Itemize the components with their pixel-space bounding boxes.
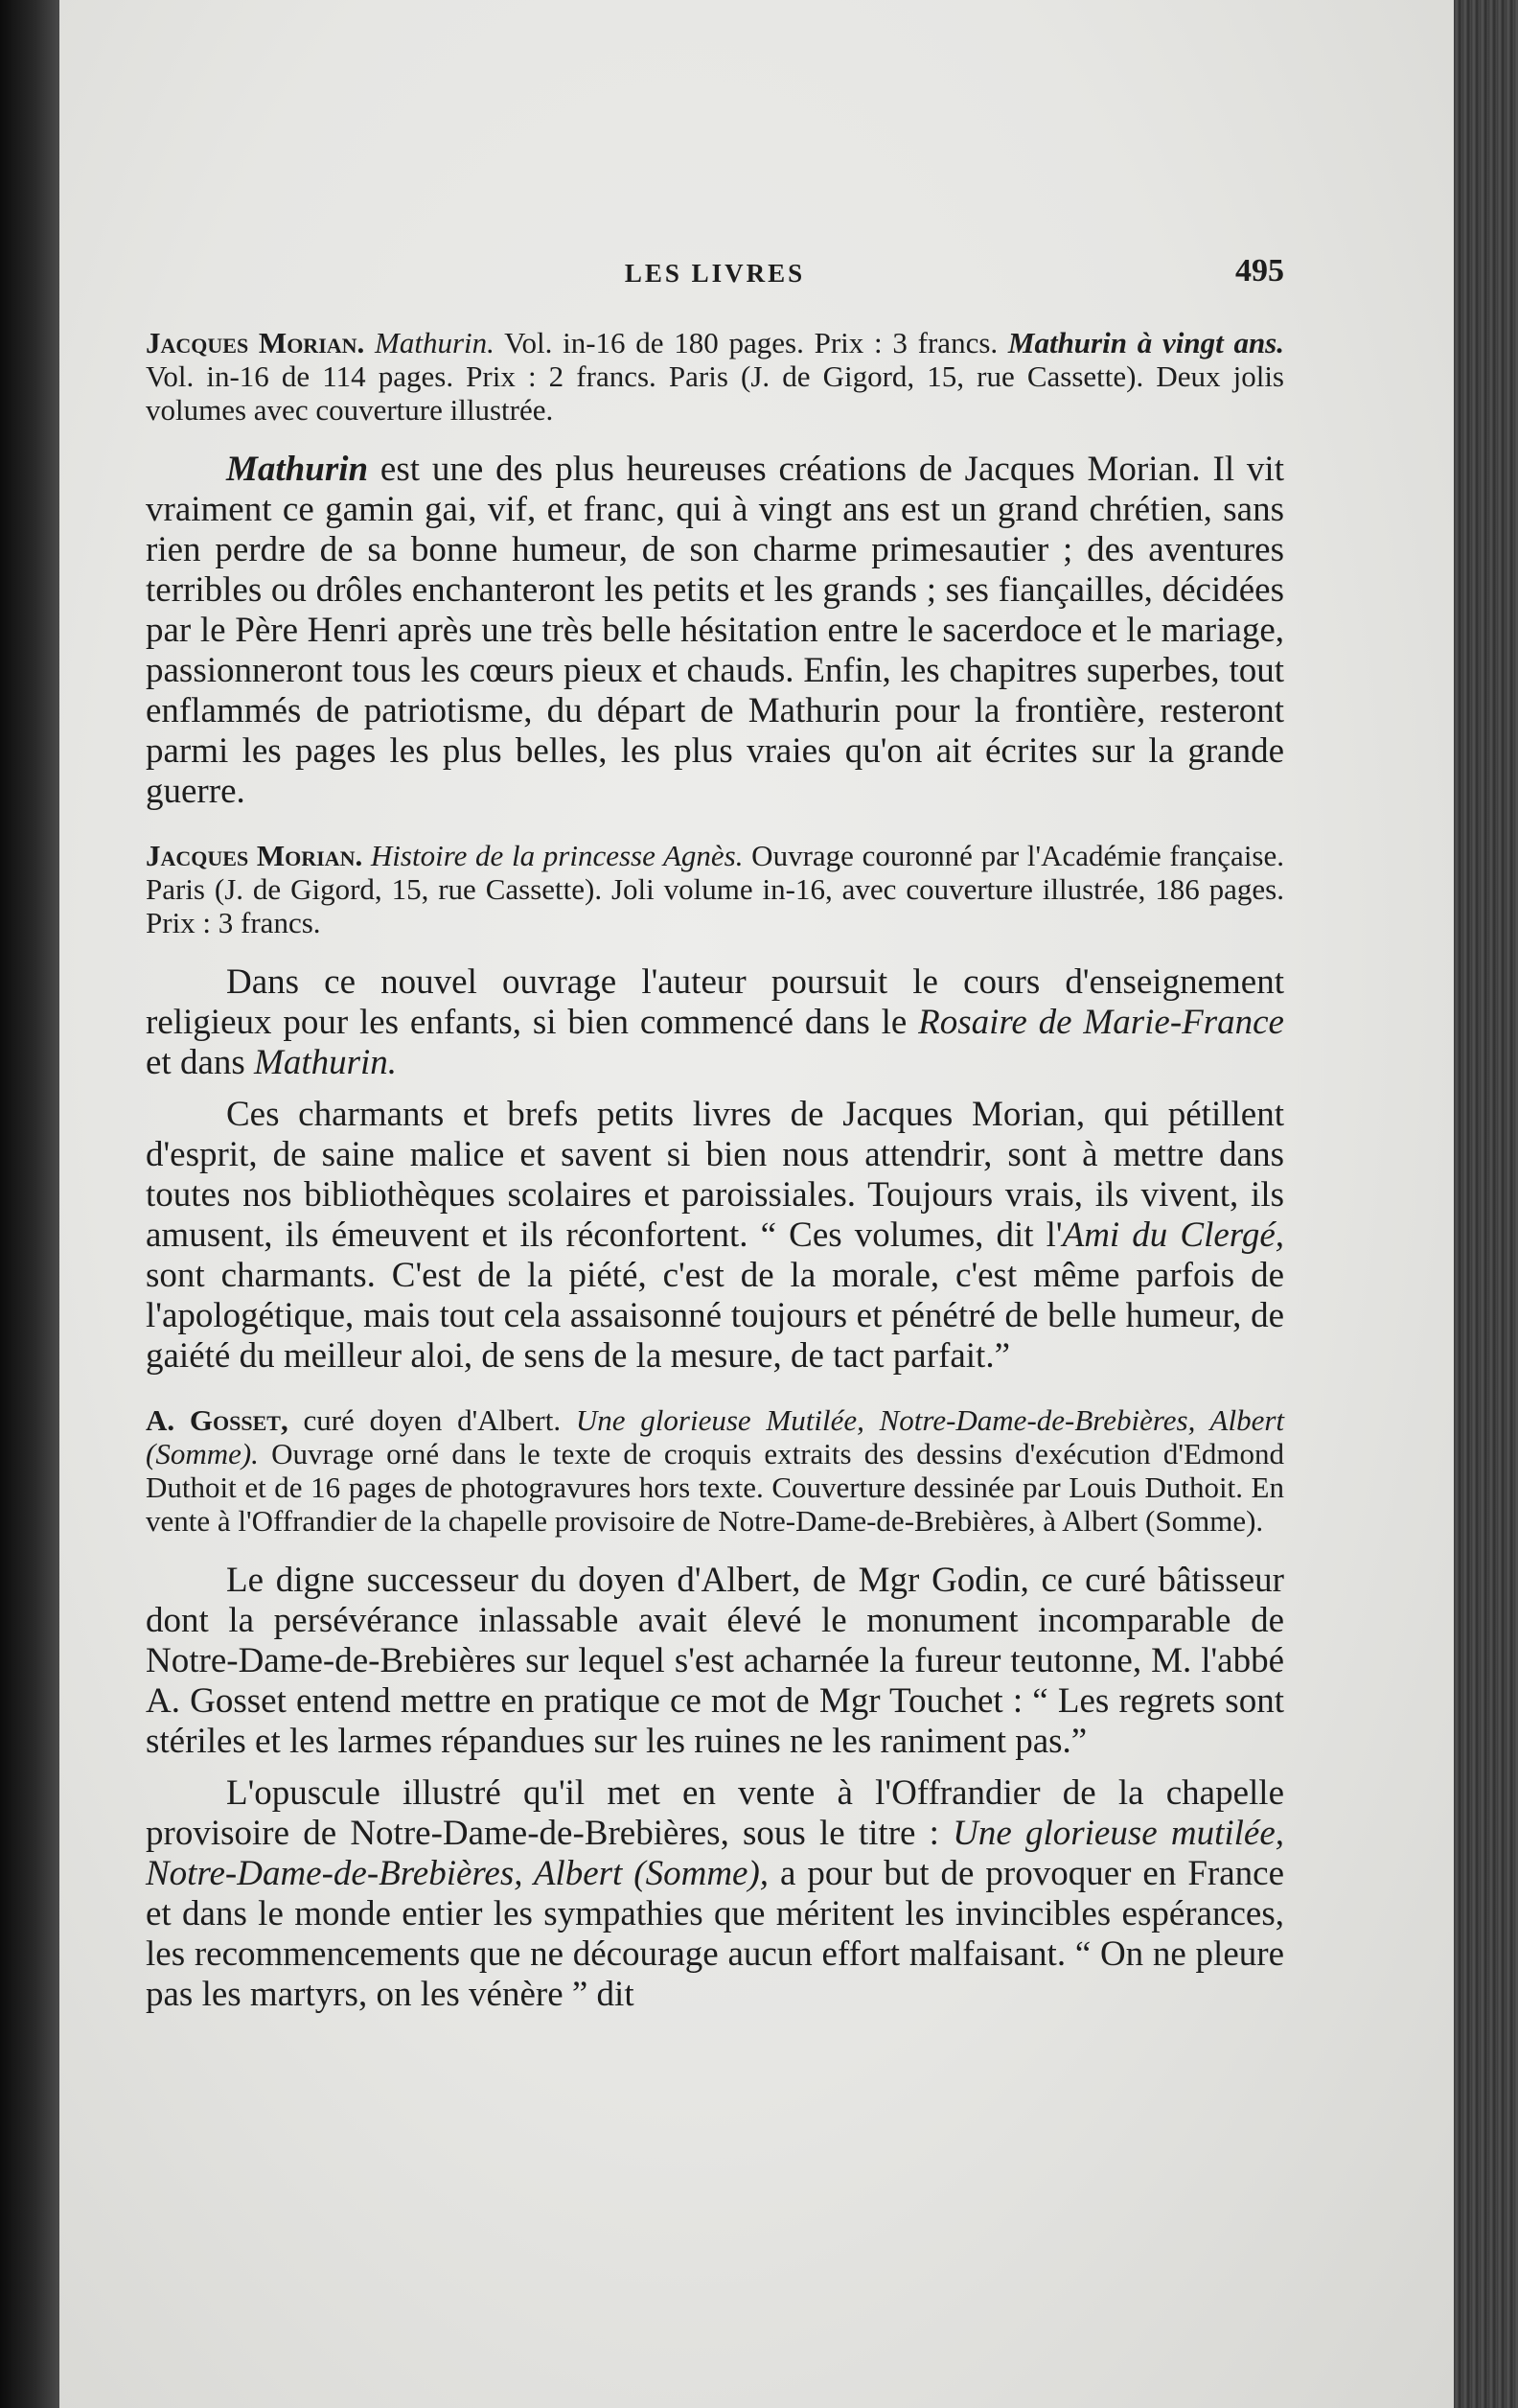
review-text: Dans ce nouvel ouvrage l'auteur poursuit le cours d'enseignement religieux pour les enfants, si bien commencé dans le xyxy=(146,962,1284,1042)
review-gosset-paragraph-2 xyxy=(146,1773,1284,2015)
scan-left-edge xyxy=(0,0,59,2408)
review-gosset-paragraph-1: Le digne successeur du doyen d'Albert, de Mgr Godin, ce curé bâtisseur dont la persévérance inlassable avait élevé le monument incomparable de Notre-Dame-de-Brebières sur lequel s'est acharnée la fureur teutonne, M. l'abbé A. Gosset entend mettre en pratique ce mot de Mgr Touchet : “ Les regrets sont stériles et les larmes répandues sur les ruines ne les raniment pas.” xyxy=(146,1561,1284,1761)
review-title: Mathurin xyxy=(226,450,369,489)
cited-source: Ami du Clergé, xyxy=(1062,1216,1284,1255)
notice-title: Une glorieuse Mutilée, Notre-Dame-de-Brebières, Albert (Somme). xyxy=(146,1403,1284,1470)
review-text: sont charmants. C'est de la piété, c'est de la morale, c'est même parfois de l'apologétique, mais tout cela assaisonné toujours et pénétré de belle humeur, de gaiété du meilleur aloi, de sens de la mesure, de tact parfait.” xyxy=(146,1256,1284,1376)
review-text: et dans xyxy=(146,1043,255,1082)
running-title: LES LIVRES xyxy=(624,259,806,288)
notice-title: Mathurin. xyxy=(375,326,494,359)
notice-author: A. Gosset, xyxy=(146,1403,288,1437)
review-agnes-paragraph-1 xyxy=(146,962,1284,1083)
review-mathurin xyxy=(146,450,1284,812)
review-text: L'opuscule illustré qu'il met en vente à l'Offrandier de la chapelle provisoire de Notre-Dame-de-Brebières, sous le titre : xyxy=(146,1773,1284,1853)
book-notice-mathurin xyxy=(146,326,1284,427)
cited-title: Une glorieuse mutilée, Notre-Dame-de-Brebières, Albert (Somme), xyxy=(146,1814,1284,1893)
running-head xyxy=(146,253,1284,297)
notice-author: Jacques Morian. xyxy=(146,839,363,872)
notice-title-2: Mathurin à vingt ans. xyxy=(1007,326,1284,359)
page-content xyxy=(146,253,1285,2026)
book-notice-gosset xyxy=(146,1403,1284,1538)
cited-title: Mathurin. xyxy=(254,1043,398,1082)
notice-text: Vol. in-16 de 180 pages. Prix : 3 francs. xyxy=(494,326,1008,359)
notice-text-2: Ouvrage orné dans le texte de croquis extraits des dessins d'exécution d'Edmond Duthoit et de 16 pages de photogravures hors texte. Couverture dessinée par Louis Duthoit. En vente à l'Offrandier de la chapelle provisoire de Notre-Dame-de-Brebières, à Albert (Somme). xyxy=(146,1437,1284,1538)
scan-right-edge xyxy=(1454,0,1518,2408)
review-text: est une des plus heureuses créations de Jacques Morian. Il vit vraiment ce gamin gai, vif, et franc, qui à vingt ans est un grand chrétien, sans rien perdre de sa bonne humeur, de son charme primesautier ; des aventures terribles ou drôles enchanteront les petits et les grands ; ses fiançailles, décidées par le Père Henri après une très belle hésitation entre le sacerdoce et le mariage, passionneront tous les cœurs pieux et chauds. Enfin, les chapitres superbes, tout enflammés de patriotisme, du départ de Mathurin pour la frontière, resteront parmi les pages les plus belles, les plus vraies qu'on ait écrites sur la grande guerre. xyxy=(146,450,1284,811)
notice-text: Ouvrage couronné par l'Académie française. Paris (J. de Gigord, 15, rue Cassette). Joli volume in-16, avec couverture illustrée, 186 pages. Prix : 3 francs. xyxy=(146,839,1285,939)
notice-text-2: Vol. in-16 de 114 pages. Prix : 2 francs. Paris (J. de Gigord, 15, rue Cassette). Deux jolis volumes avec couverture illustrée. xyxy=(146,359,1284,427)
review-text: a pour but de provoquer en France et dans le monde entier les sympathies que méritent les invincibles espérances, les recommencements que ne décourage aucun effort malfaisant. “ On ne pleure pas les martyrs, on les vénère ” dit xyxy=(146,1854,1285,2014)
review-text: Ces charmants et brefs petits livres de Jacques Morian, qui pétillent d'esprit, de saine malice et savent si bien nous attendrir, sont à mettre dans toutes nos bibliothèques scolaires et paroissiales. Toujours vrais, ils vivent, ils amusent, ils émeuvent et ils réconfortent. “ Ces volumes, dit l' xyxy=(146,1095,1284,1255)
review-agnes-paragraph-2 xyxy=(146,1095,1284,1377)
notice-author: Jacques Morian. xyxy=(146,326,365,359)
notice-text: curé doyen d'Albert. xyxy=(288,1403,576,1437)
book-page xyxy=(59,0,1454,2408)
book-notice-agnes xyxy=(146,839,1284,939)
cited-title: Rosaire de Marie-France xyxy=(918,1003,1284,1042)
page-number: 495 xyxy=(1235,253,1284,289)
notice-title: Histoire de la princesse Agnès. xyxy=(370,839,744,872)
